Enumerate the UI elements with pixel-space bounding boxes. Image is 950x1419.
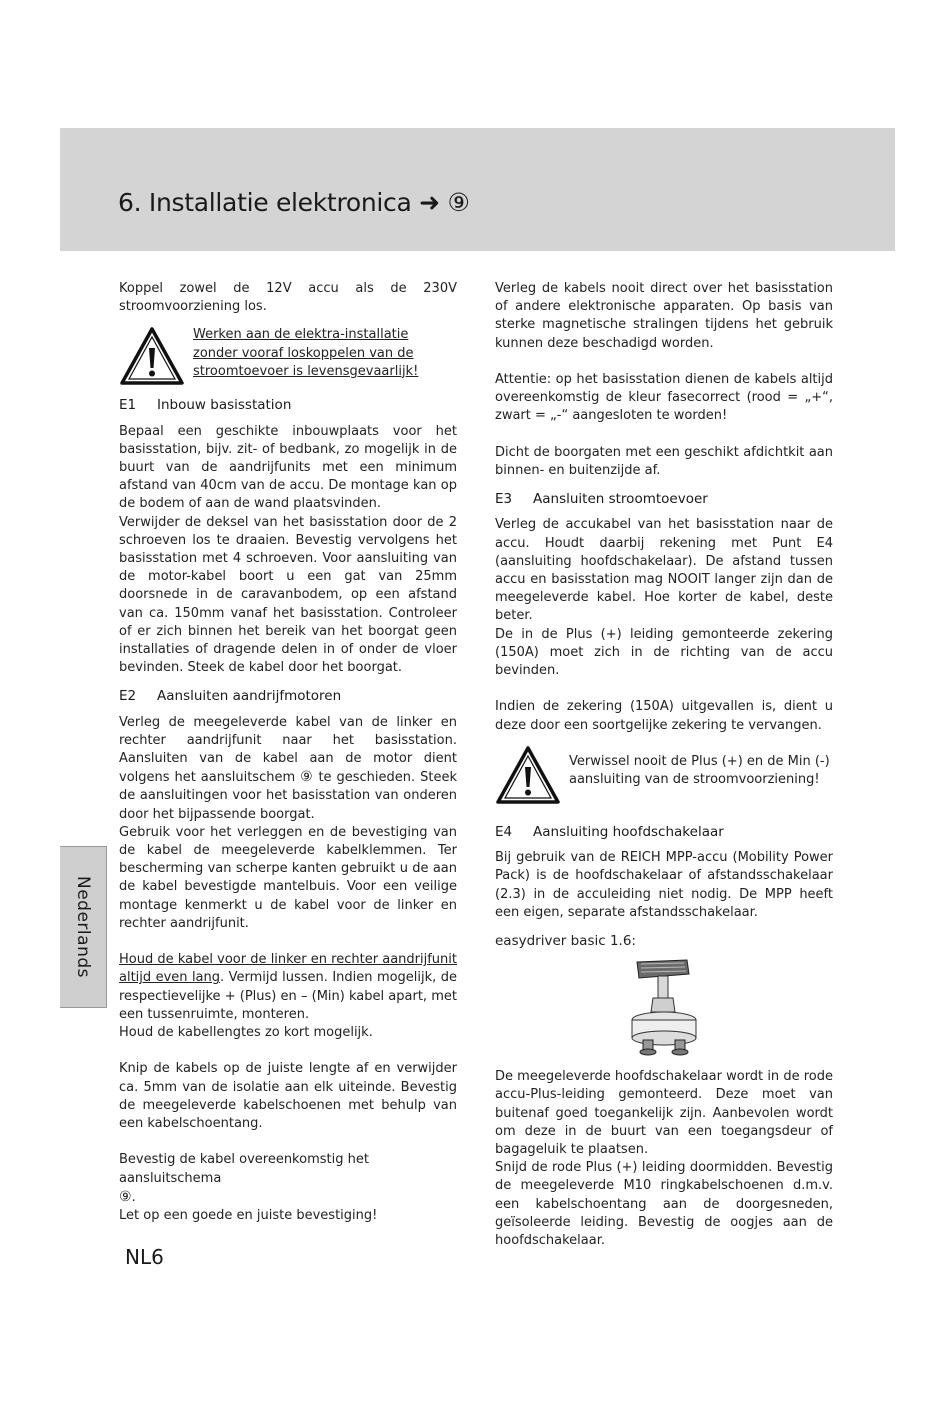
page-title: 6. Installatie elektronica ➜ ⑨ — [118, 188, 470, 217]
section-code: E1 — [119, 397, 137, 414]
warning-box-1 — [119, 326, 457, 386]
e2-paragraph-6 — [119, 1151, 457, 1207]
main-switch-image — [629, 956, 699, 1060]
e3-paragraph-3: Indien de zekering (150A) uitgevallen is, dient u deze door een soortgelijke zekering te vervangen. — [495, 699, 833, 733]
e1-paragraph-2: Verwijder de deksel van het basisstation door de 2 schroeven los te draaien. Bevestig vervolgens het basisstation met 4 schroeven. Voor aansluiting van de motor-kabel boort u een gat van 25mm doorsnede in de caravanbodem, op een afstand van ca. 150mm vanaf het basisstation. Controleer of er zich binnen het bereik van het boorgat geen installaties of dragende delen in of onder de vloer bevinden. Steek de kabel door het boorgat. — [119, 514, 457, 676]
e4-paragraph-1: Bij gebruik van de REICH MPP-accu (Mobility Power Pack) is de hoofdschakelaar of afstandsschakelaar (2.3) in de acculeiding niet nodig. De MPP heeft een eigen, separate afstandsschakelaar. — [495, 850, 833, 920]
section-title: Aansluiten aandrijfmotoren — [157, 688, 342, 705]
diagram-ref-symbol: ⑨ — [300, 769, 314, 786]
text-span: Verleg de meegeleverde kabel van de linker en rechter aandrijfunit naar het basisstation. Aansluiten van de kabel aan de motor dient volgens het aansluitschem — [119, 714, 457, 786]
text-span: . — [131, 1189, 136, 1205]
section-code: E4 — [495, 824, 513, 841]
section-e4-heading — [495, 823, 833, 841]
e2-paragraph-3 — [119, 951, 457, 1024]
warning-box-2 — [495, 745, 833, 805]
product-subtitle: easydriver basic 1.6: — [495, 933, 636, 950]
section-title: Aansluiten stroomtoevoer — [533, 491, 708, 508]
e2-paragraph-5: Knip de kabels op de juiste lengte af en verwijder ca. 5mm van de isolatie aan elk uiteinde. Bevestig de meegeleverde kabelschoenen met behulp van een kabelschoentang. — [119, 1061, 457, 1132]
warning-icon — [119, 326, 185, 386]
e4-paragraph-3: Snijd de rode Plus (+) leiding doormidden. Bevestig de meegeleverde M10 ringkabelschoenen d.m.v. een kabelschoentang aan de doorgesneden, geïsoleerde leiding. Bevestig de oogjes aan de hoofdschakelaar. — [495, 1160, 833, 1249]
section-e3-heading — [495, 490, 833, 508]
right-paragraph-3: Dicht de boorgaten met een geschikt afdichtkit aan binnen- en buitenzijde af. — [495, 444, 833, 478]
section-code: E2 — [119, 688, 137, 705]
underlined-text: Houd de kabel voor de linker en rechter aandrijfunit altijd even lang — [119, 952, 457, 986]
header-band — [60, 128, 895, 251]
section-e1-heading — [119, 396, 457, 414]
language-label: Nederlands — [73, 876, 93, 978]
page-number: NL6 — [125, 1245, 164, 1269]
text-span: te geschieden. Steek de aansluitingen voor het basisstation van onderen door het bijpassende boorgat. — [119, 770, 457, 822]
e2-paragraph-7: Let op een goede en juiste bevestiging! — [119, 1208, 378, 1224]
e3-paragraph-2: De in de Plus (+) leiding gemonteerde zekering (150A) moet zich in de richting van de accu bevinden. — [495, 626, 833, 679]
section-title: Inbouw basisstation — [157, 397, 292, 414]
e4-paragraph-2: De meegeleverde hoofdschakelaar wordt in de rode accu-Plus-leiding gemonteerd. Deze moet van buitenaf goed toegankelijk zijn. Aanbevolen wordt om deze in de buurt van een toegangsdeur of bagageluik te plaatsen. — [495, 1069, 833, 1158]
e2-paragraph-4: Houd de kabellengtes zo kort mogelijk. — [119, 1025, 373, 1041]
intro-paragraph: Koppel zowel de 12V accu als de 230V stroomvoorziening los. — [119, 281, 457, 315]
section-title: Aansluiting hoofdschakelaar — [533, 824, 724, 841]
e2-paragraph-2: Gebruik voor het verleggen en de bevestiging van de kabel de meegeleverde kabelklemmen. Ter bescherming van scherpe kanten gebruikt u de aan de kabel bevestigde mantelbuis. Voor een veilige montage kenmerkt u de kabel voor de linker en rechter aandrijfunit. — [119, 824, 457, 931]
text-span: Bevestig de kabel overeenkomstig het aansluitschema — [119, 1152, 369, 1186]
right-paragraph-2: Attentie: op het basisstation dienen de kabels altijd overeenkomstig de kleur fasecorrect (rood = „+“, zwart = „-“ aangesloten te worden! — [495, 372, 833, 424]
e3-paragraph-1: Verleg de accukabel van het basisstation naar de accu. Houdt daarbij rekening met Punt E4 (aansluiting hoofdschakelaar). De afstand tussen accu en basisstation mag NOOIT langer zijn dan de meegeleverde kabel. Hoe korter de kabel, deste beter. — [495, 517, 833, 624]
e1-paragraph-1: Bepaal een geschikte inbouwplaats voor het basisstation, bijv. zit- of bedbank, zo mogelijk in de buurt van de aandrijfunits met een minimum afstand van 40cm van de accu. De montage kan op de bodem of aan de wand plaatsvinden. — [119, 423, 457, 512]
section-e2-heading — [119, 687, 457, 705]
warning-text-2: Verwissel nooit de Plus (+) en de Min (-) aansluiting van de stroomvoorziening! — [569, 753, 830, 788]
language-tab — [60, 846, 107, 1008]
diagram-ref-symbol: ⑨ — [119, 1188, 132, 1205]
left-column — [119, 280, 457, 1225]
text-span: . Vermijd lussen. Indien mogelijk, de respectievelijke + (Plus) en – (Min) kabel apart, met een tussenruimte, monteren. — [119, 970, 457, 1022]
e2-paragraph-1 — [119, 714, 457, 824]
right-paragraph-1: Verleg de kabels nooit direct over het basisstation of andere elektronische apparaten. Op basis van sterke magnetische stralingen tijdens het gebruik kunnen deze beschadigd worden. — [495, 281, 833, 351]
warning-icon — [495, 745, 561, 805]
warning-text-1: Werken aan de elektra-installatie zonder vooraf loskoppelen van de stroomtoevoer is levensgevaarlijk! — [193, 327, 419, 379]
section-code: E3 — [495, 491, 513, 508]
right-column — [495, 280, 833, 1250]
